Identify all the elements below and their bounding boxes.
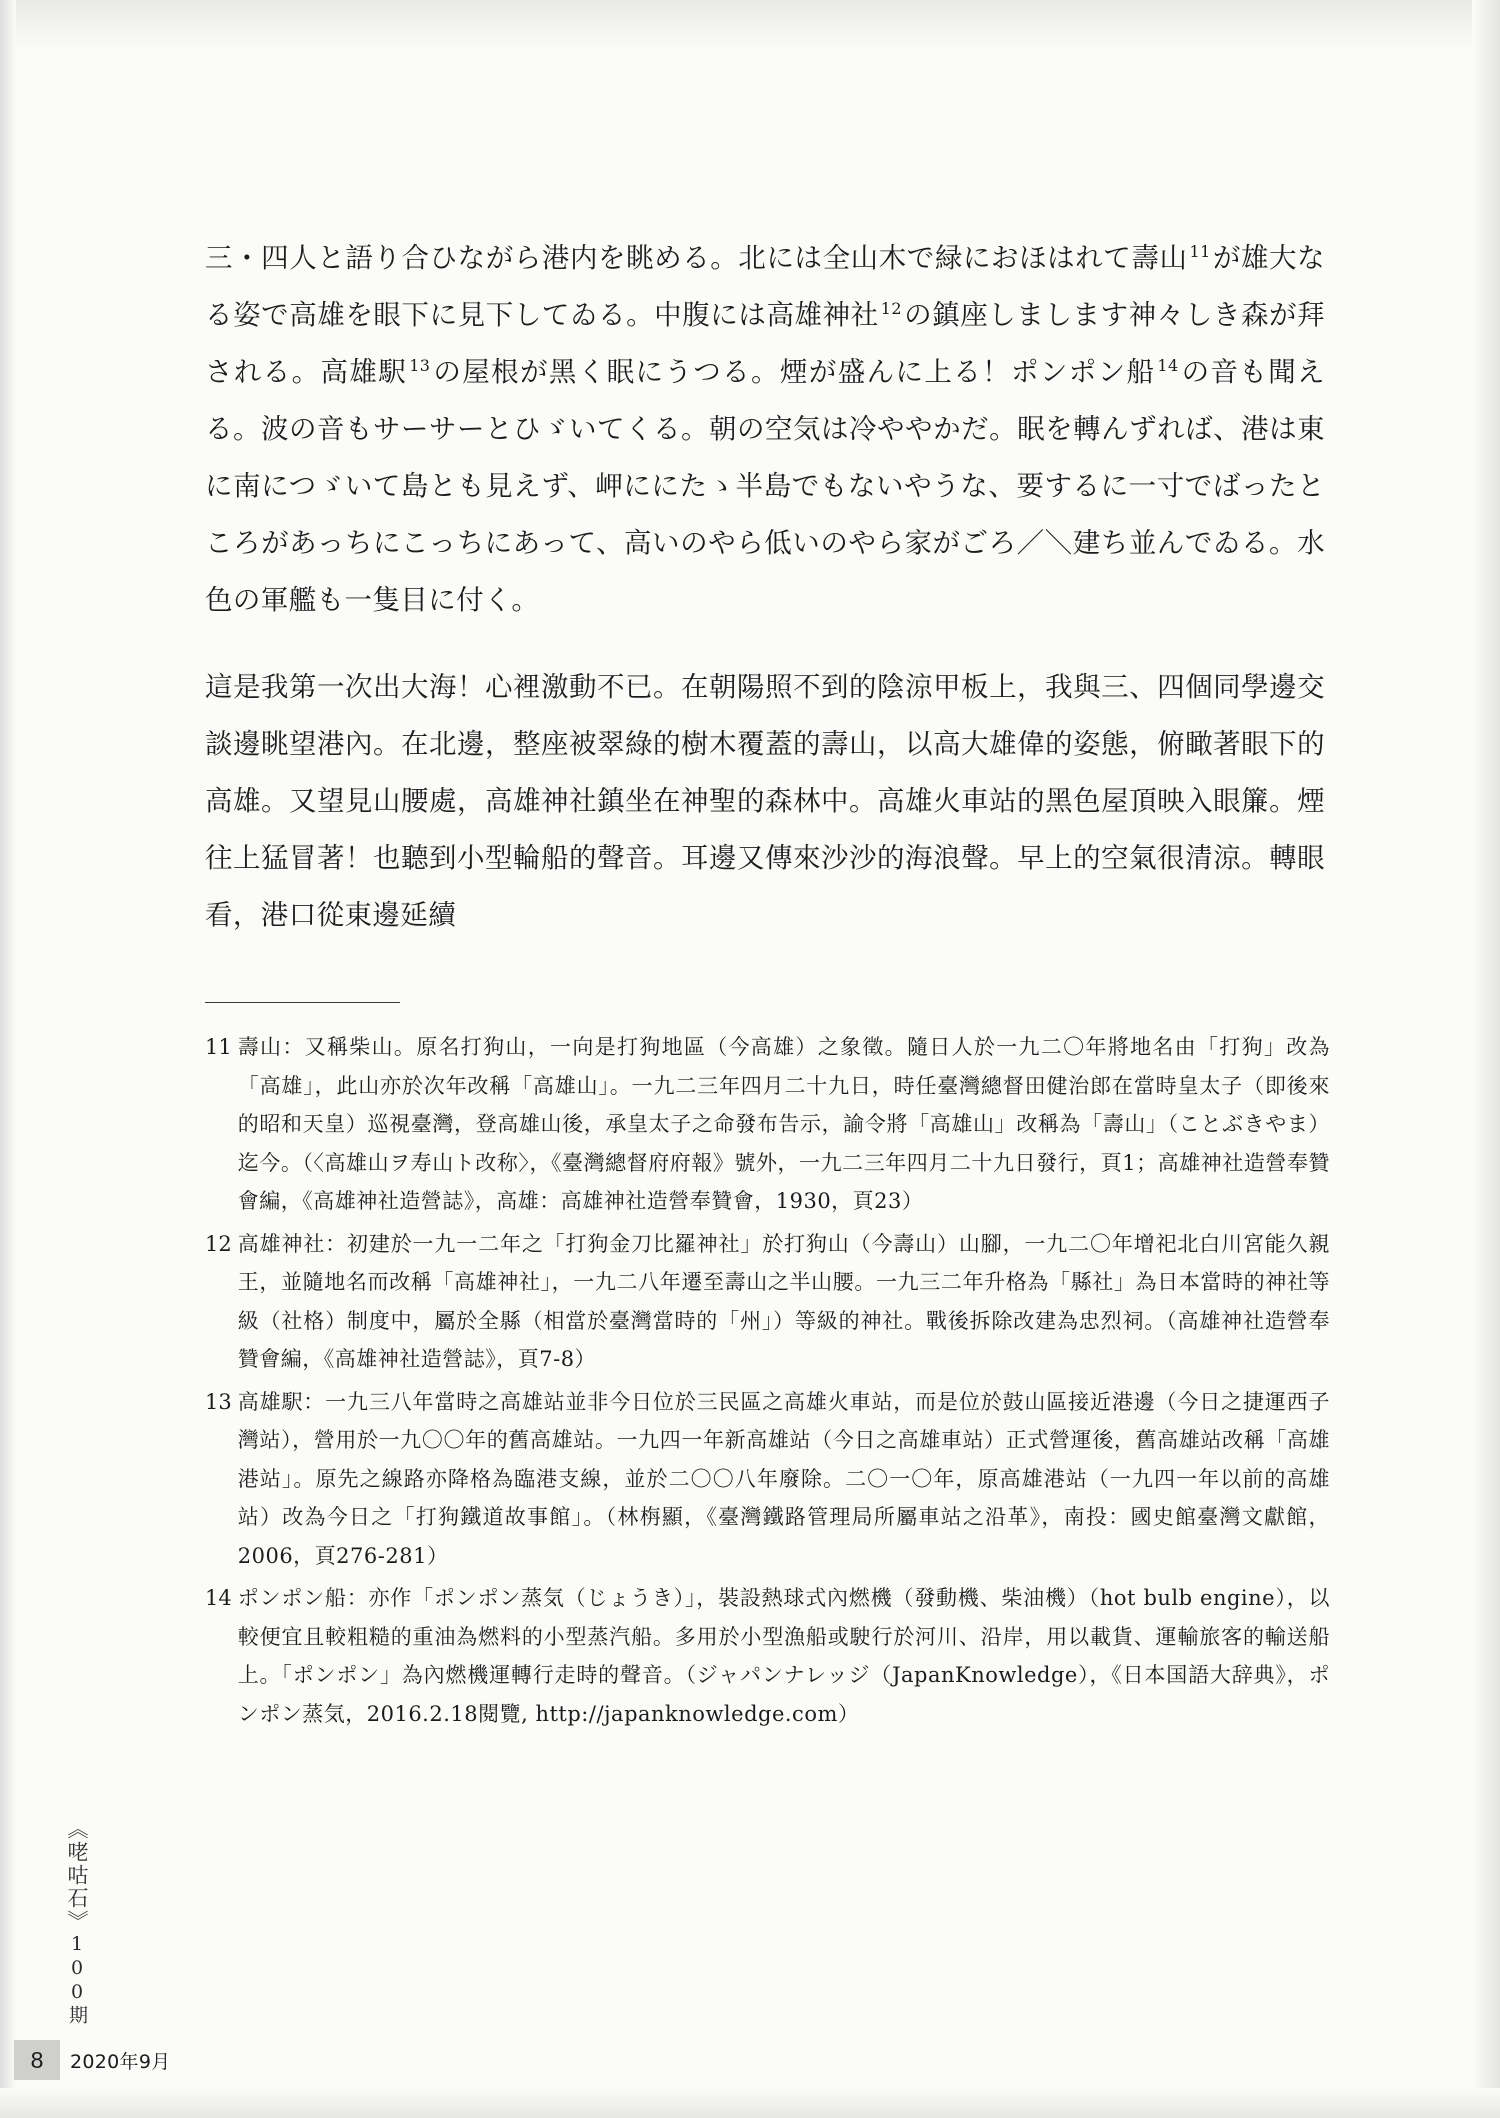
footnote-marker[interactable]: 13: [409, 355, 431, 375]
footnote-text: 高雄神社：初建於一九一二年之「打狗金刀比羅神社」於打狗山（今壽山）山腳，一九二〇年增祀北白川宮能久親王，並隨地名而改稱「高雄神社」，一九二八年遷至壽山之半山腰。一九三二年升格為「縣社」為日本當時的神社等級（社格）制度中，屬於全縣（相當於臺灣當時的「州」）等級的神社。戰後拆除改建為忠烈祠。（高雄神社造營奉贊會編，《高雄神社造營誌》，頁7-8）: [237, 1231, 1330, 1371]
footnote-text: ポンポン船：亦作「ポンポン蒸気（じょうき）」，裝設熱球式內燃機（發動機、柴油機）（hot bulb engine），以較便宜且較粗糙的重油為燃料的小型蒸汽船。多用於小型漁船或駛行於河川、沿岸，用以載貨、運輸旅客的輸送船上。「ポンポン」為內燃機運轉行走時的聲音。（ジャパンナレッジ（JapanKnowledge），《日本国語大辞典》，ポンポン蒸気，2016.2.18閱覽, http://japanknowledge.com）: [237, 1586, 1330, 1726]
footnote-text: 壽山：又稱柴山。原名打狗山，一向是打狗地區（今高雄）之象徵。隨日人於一九二〇年將地名由「打狗」改為「高雄」，此山亦於次年改稱「高雄山」。一九二三年四月二十九日，時任臺灣總督田健治郎在當時皇太子（即後來的昭和天皇）巡視臺灣，登高雄山後，承皇太子之命發布告示，諭令將「高雄山」改稱為「壽山」（ことぶきやま）迄今。（〈高雄山ヲ寿山ト改称〉，《臺灣總督府府報》號外，一九二三年四月二十九日發行，頁1；高雄神社造營奉贊會編，《高雄神社造營誌》，高雄：高雄神社造營奉贊會，1930，頁23）: [237, 1035, 1330, 1213]
page-edge-right: [1472, 0, 1500, 2118]
footnote-marker[interactable]: 12: [880, 298, 902, 318]
footnote-item: [205, 1383, 1330, 1576]
page-number: 8: [30, 2046, 44, 2073]
body-text-column: [205, 230, 1325, 970]
footnote-item: [205, 1579, 1330, 1733]
folio-tab: [14, 2040, 60, 2080]
spine-issue: 100期: [66, 1933, 88, 2026]
footnote-number: 11: [205, 1035, 232, 1059]
paragraph-chinese: 這是我第一次出大海！心裡激動不已。在朝陽照不到的陰涼甲板上，我與三、四個同學邊交談邊眺望港內。在北邊，整座被翠綠的樹木覆蓋的壽山，以高大雄偉的姿態，俯瞰著眼下的高雄。又望見山腰處，高雄神社鎮坐在神聖的森林中。高雄火車站的黑色屋頂映入眼簾。煙往上猛冒著！也聽到小型輪船的聲音。耳邊又傳來沙沙的海浪聲。早上的空氣很清涼。轉眼看，港口從東邊延續: [205, 671, 1325, 931]
footnote-number: 13: [205, 1389, 232, 1414]
footnote-separator-rule: [205, 1002, 400, 1003]
spine-running-title: [46, 1818, 90, 2058]
issue-date: 2020年9月: [70, 2050, 171, 2073]
page-edge-left: [0, 0, 16, 2118]
footnotes-section: [205, 1028, 1330, 1737]
page-edge-bottom: [0, 2088, 1500, 2118]
footnote-marker[interactable]: 14: [1157, 355, 1179, 375]
page-folio: [14, 2040, 171, 2080]
footnote-item: [205, 1225, 1330, 1379]
page-edge-top: [0, 0, 1500, 52]
footnote-number: 14: [205, 1586, 232, 1610]
spine-title: 《咾咕石》: [65, 1818, 89, 1933]
footnote-marker[interactable]: 11: [1189, 241, 1211, 261]
footnote-item: [205, 1028, 1330, 1221]
footnote-text: 高雄駅：一九三八年當時之高雄站並非今日位於三民區之高雄火車站，而是位於鼓山區接近港邊（今日之捷運西子灣站），營用於一九〇〇年的舊高雄站。一九四一年新高雄站（今日之高雄車站）正式營運後，舊高雄站改稱「高雄港站」。原先之線路亦降格為臨港支線，並於二〇〇八年廢除。二〇一〇年，原高雄港站（一九四一年以前的高雄站）改為今日之「打狗鐵道故事館」。（林栴顯，《臺灣鐵路管理局所屬車站之沿革》，南投：國史館臺灣文獻館，2006，頁276-281）: [237, 1389, 1330, 1568]
footnote-number: 12: [205, 1231, 232, 1256]
paragraph-japanese: 三・四人と語り合ひながら港内を眺める。北には全山木で緑におほはれて壽山 $^{11}$が雄大なる姿で高雄を眼下に見下してゐる。中腹には高雄神社 $^{12}$の鎮座しまします神々しき森が拜される。高雄駅 $^{13}$の屋根が黑く眠にうつる。煙が盛んに上る！ポンポン船 $^{14}$の音も聞える。波の音もサーサーとひゞいてくる。朝の空気は冷ややかだ。眠を轉んずれば、港は東に南につゞいて島とも見えず、岬ににたゝ半島でもないやうな、要するに一寸でばったところがあっちにこっちにあって、高いのやら低いのやら家がごろ／＼建ち並んでゐる。水色の軍艦も一隻目に付く。: [205, 241, 1326, 616]
